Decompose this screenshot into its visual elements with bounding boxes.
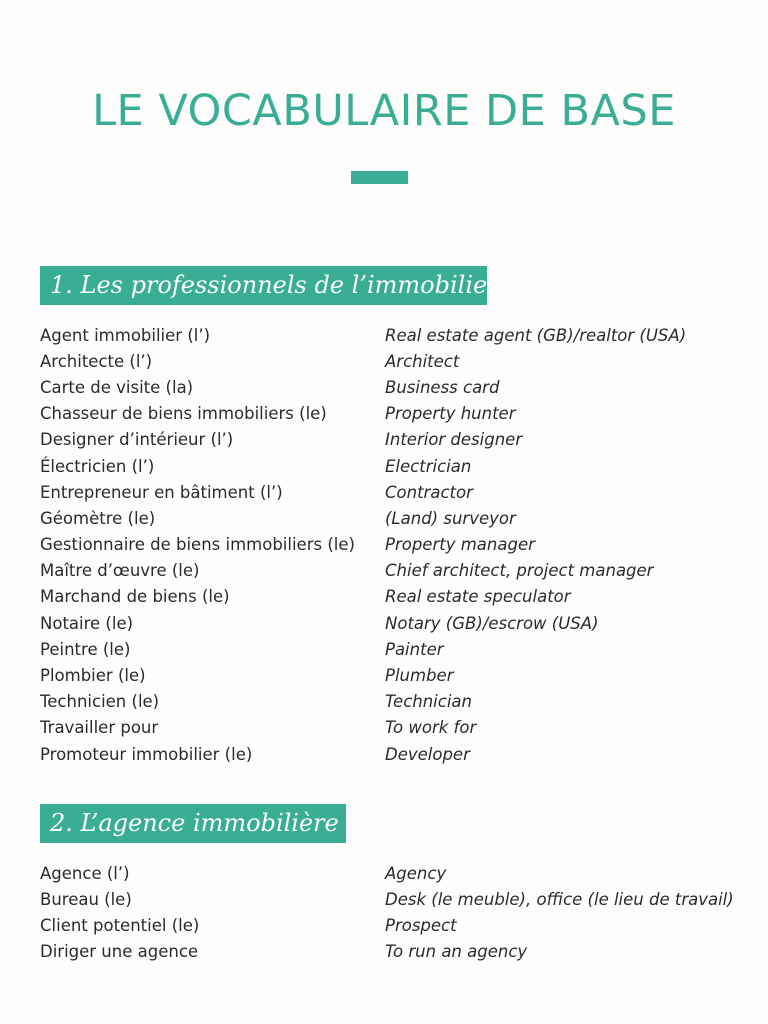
vocab-row (40, 610, 740, 636)
term-english: Desk (le meuble), office (le lieu de travail) (385, 889, 734, 909)
term-french: Architecte (l’) (40, 351, 153, 371)
vocab-row (40, 505, 740, 531)
term-french: Client potentiel (le) (40, 915, 200, 935)
vocab-row (40, 689, 740, 715)
term-french: Notaire (le) (40, 613, 134, 633)
vocab-row (40, 401, 740, 427)
vocab-row (40, 558, 740, 584)
term-french: Plombier (le) (40, 666, 146, 686)
term-french: Marchand de biens (le) (40, 587, 230, 607)
title-underline (351, 171, 408, 184)
term-french: Travailler pour (40, 718, 159, 738)
vocab-row (40, 479, 740, 505)
vocab-row (40, 886, 740, 912)
page-title: LE VOCABULAIRE DE BASE (92, 86, 676, 136)
term-french: Entrepreneur en bâtiment (l’) (40, 482, 283, 502)
term-english: Plumber (385, 666, 454, 686)
term-english: Chief architect, project manager (385, 561, 654, 581)
term-french: Maître d’œuvre (le) (40, 561, 200, 581)
term-english: Developer (385, 744, 470, 764)
term-english: Real estate agent (GB)/realtor (USA) (385, 325, 687, 345)
term-english: Property manager (385, 535, 535, 555)
vocab-row (40, 584, 740, 610)
vocab-row (40, 348, 740, 374)
vocab-row (40, 939, 740, 965)
section-heading-professionals: 1. Les professionnels de l’immobilier (40, 266, 487, 305)
vocab-row (40, 374, 740, 400)
term-french: Bureau (le) (40, 889, 132, 909)
vocab-row (40, 741, 740, 767)
term-english: Business card (385, 377, 500, 397)
term-french: Peintre (le) (40, 639, 131, 659)
vocab-row (40, 636, 740, 662)
term-english: Prospect (385, 915, 457, 935)
term-english: Technician (385, 692, 472, 712)
term-french: Gestionnaire de biens immobiliers (le) (40, 535, 355, 555)
term-english: Interior designer (385, 430, 523, 450)
term-english: To run an agency (385, 942, 528, 962)
term-english: Real estate speculator (385, 587, 571, 607)
vocab-list-professionals (40, 322, 740, 767)
term-english: To work for (385, 718, 477, 738)
vocab-row (40, 662, 740, 688)
vocab-row (40, 860, 740, 886)
term-french: Géomètre (le) (40, 508, 156, 528)
term-english: Property hunter (385, 404, 516, 424)
term-french: Diriger une agence (40, 942, 199, 962)
vocab-row (40, 715, 740, 741)
section-heading-agency: 2. L’agence immobilière (40, 804, 346, 843)
term-french: Carte de visite (la) (40, 377, 194, 397)
term-english: Electrician (385, 456, 472, 476)
term-french: Agence (l’) (40, 863, 130, 883)
term-french: Chasseur de biens immobiliers (le) (40, 404, 327, 424)
vocab-row (40, 453, 740, 479)
term-english: Notary (GB)/escrow (USA) (385, 613, 599, 633)
vocab-row (40, 427, 740, 453)
term-french: Designer d’intérieur (l’) (40, 430, 234, 450)
term-english: Contractor (385, 482, 473, 502)
term-english: Painter (385, 639, 444, 659)
vocab-row (40, 912, 740, 938)
term-french: Technicien (le) (40, 692, 160, 712)
term-french: Promoteur immobilier (le) (40, 744, 253, 764)
vocab-list-agency (40, 860, 740, 965)
term-english: Agency (385, 863, 447, 883)
term-english: Architect (385, 351, 460, 371)
vocab-row (40, 532, 740, 558)
vocab-row (40, 322, 740, 348)
term-english: (Land) surveyor (385, 508, 516, 528)
term-french: Agent immobilier (l’) (40, 325, 211, 345)
term-french: Électricien (l’) (40, 456, 155, 476)
